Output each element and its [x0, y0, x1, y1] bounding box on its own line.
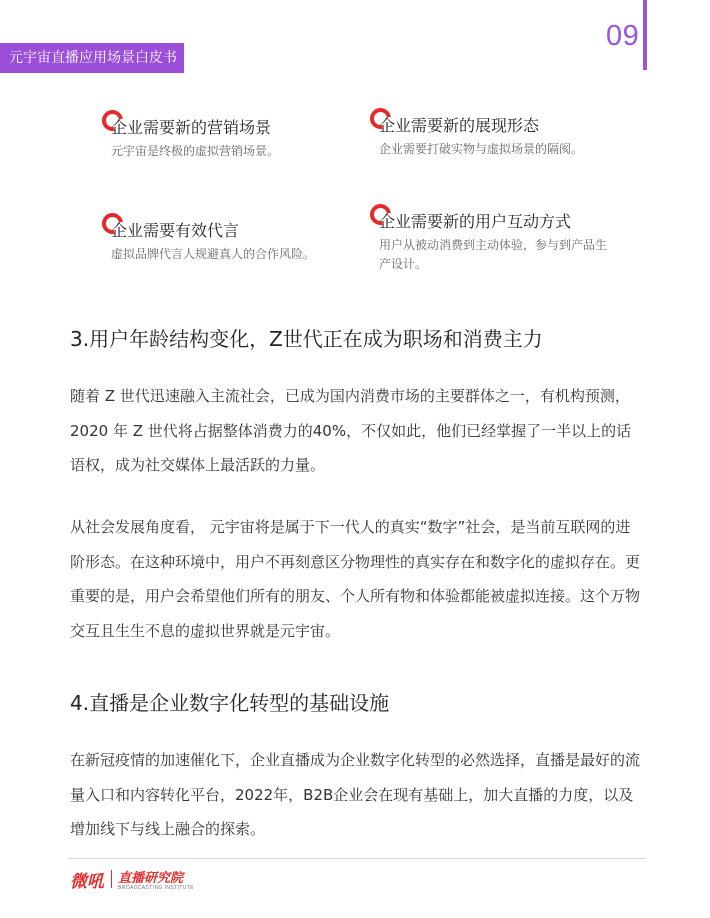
section-heading: 3.用户年龄结构变化，Z世代正在成为职场和消费主力: [70, 327, 543, 351]
feature-item: [111, 118, 331, 161]
feature-title: 企业需要新的营销场景: [111, 118, 272, 137]
feature-desc: 虚拟品牌代言人规避真人的合作风险。: [111, 247, 316, 261]
body-paragraph: 在新冠疫情的加速催化下，企业直播成为企业数字化转型的必然选择，直播是最好的流量入口和内容转化平台，2022年，B2B企业会在现有基础上，加大直播的力度，以及增加线下与线上融合的探索。: [70, 751, 641, 838]
feature-desc: 企业需要打破实物与虚拟场景的隔阂。: [379, 142, 584, 156]
body-paragraph: 从社会发展角度看， 元宇宙将是属于下一代人的真实“数字”社会，是当前互联网的进阶形态。在这种环境中，用户不再刻意区分物理性的真实存在和数字化的虚拟存在。更重要的是，用户会希望他们所有的朋友、个人所有物和体验都能被虚拟连接。这个万物交互且生生不息的虚拟世界就是元宇宙。: [70, 518, 641, 640]
feature-item: [379, 212, 607, 274]
header-vertical-rule: [643, 0, 647, 70]
logo-institute-text: 直播研究院: [118, 871, 184, 886]
page-number: 09: [606, 20, 640, 52]
section-heading: 4.直播是企业数字化转型的基础设施: [70, 691, 390, 715]
feature-title: 企业需要新的展现形态: [379, 116, 540, 135]
footer-divider: [68, 858, 646, 859]
feature-item: [379, 116, 619, 159]
feature-title: 企业需要新的用户互动方式: [379, 212, 572, 231]
document-title-bar: 元宇宙直播应用场景白皮书: [0, 43, 184, 73]
feature-item: [111, 221, 351, 264]
body-paragraph: 随着 Z 世代迅速融入主流社会，已成为国内消费市场的主要群体之一，有机构预测，2020 年 Z 世代将占据整体消费力的40%，不仅如此，他们已经掌握了一半以上的话语权，成为社交媒体上最活跃的力量。: [70, 387, 632, 474]
logo-separator: [111, 870, 112, 888]
logo-institute-en-text: BROADCASTING INSTITUTE: [118, 885, 195, 891]
feature-title: 企业需要有效代言: [111, 221, 240, 240]
feature-desc: 元宇宙是终极的虚拟营销场景。: [111, 144, 280, 158]
feature-desc: 用户从被动消费到主动体验，参与到产品生产设计。: [379, 238, 608, 271]
logo-brand-text: 微吼: [70, 872, 104, 892]
